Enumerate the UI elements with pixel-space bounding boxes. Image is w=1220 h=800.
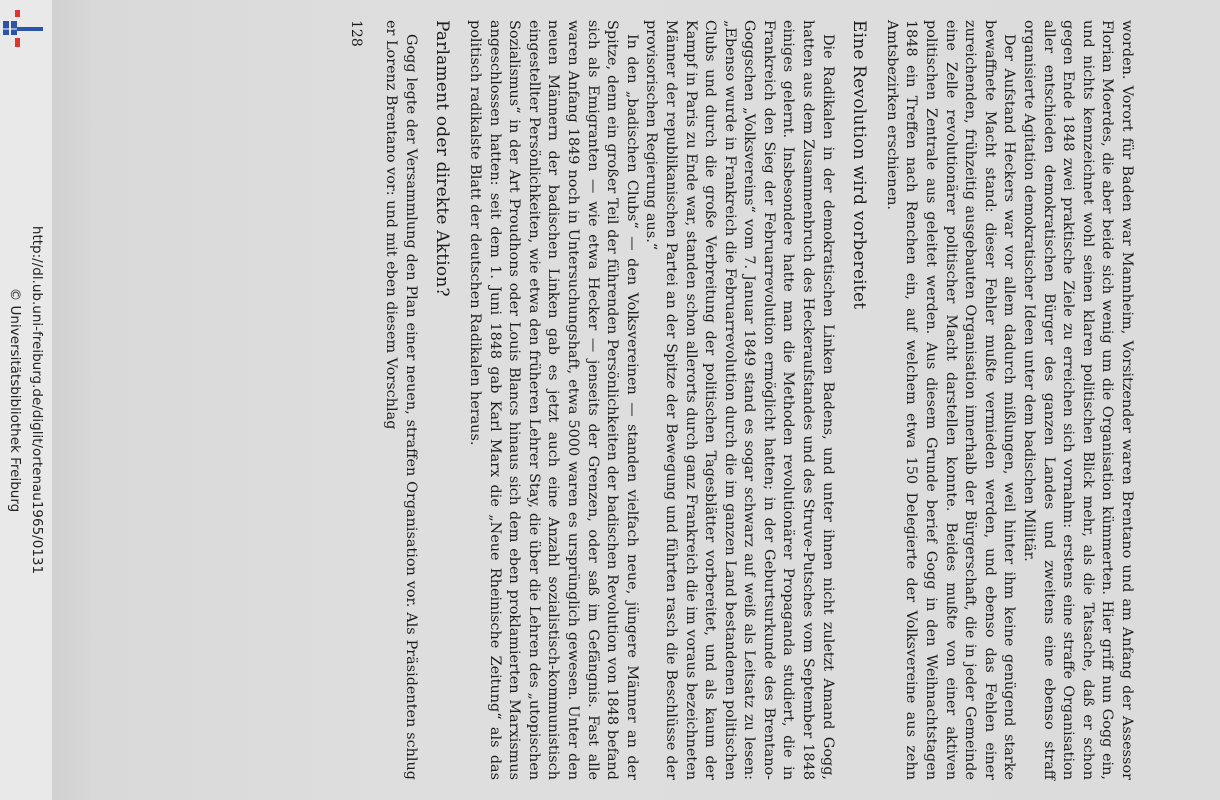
- paragraph: Der Aufstand Heckers war vor allem dadurch mißlungen, weil hinter ihm keine genügend starke bewaffnete Macht stand: dieser Fehler mußte vermieden werden, und ebenso das Fehlen einer zureichenden, frühzeitig ausgebauten Organisation innerhalb der Bürgerschaft, die in jeder Gemeinde eine Zelle revolutionärer politischer Macht darstellen konnte. Beides mußte von einer aktiven politischen Zentrale aus geleitet werden. Aus diesem Grunde berief Gogg in den Weihnachtstagen 1848 ein Treffen nach Renchen ein, auf welchem etwa 150 Delegierte der Volksvereine aus zehn Amtsbezirken erschienen.: [883, 20, 1018, 780]
- paragraph: In den „badischen Clubs“ — den Volksvereinen — standen vielfach neue, jüngere Männer an der Spitze, denn ein großer Teil der führenden Persönlichkeiten der badischen Revolution von 1848 befand sich als Emigranten — wie etwa Hecker — jenseits der Grenzen, oder saß im Gefängnis. Fast alle waren Anfang 1849 noch in Untersuchungshaft, etwa 5000 waren es ursprünglich gewesen. Unter den neuen Männern der badischen Linken gab es jetzt auch eine Anzahl sozialistisch-kommunistisch eingestellter Persönlichkeiten, wie etwa den früheren Lehrer Stay, die über die Lehren des „utopischen Sozialismus“ in der Art Proudhons oder Louis Blancs hinaus sich dem eben proklamierten Marxismus angeschlossen hatten: seit dem 1. Juni 1848 gab Karl Marx die „Neue Rheinische Zeitung“ als das politisch radikalste Blatt der deutschen Radikalen heraus.: [467, 20, 640, 780]
- page-number: 128: [347, 20, 364, 47]
- page-content: [136, 20, 1136, 780]
- ub-freiburg-logo-icon[interactable]: [3, 9, 43, 51]
- viewer-url[interactable]: http://dl.ub.uni-freiburg.de/diglit/ortenau1965/0131: [29, 225, 45, 575]
- paragraph: Gogg legte der Versammlung den Plan einer neuen, straffen Organisation vor. Als Präsidenten schlug er Lorenz Brentano vor: und mit eben diesem Vorschlag: [383, 20, 419, 780]
- paragraph: worden. Vorort für Baden war Mannheim, Vorsitzender waren Brentano und am Anfang der Assessor Florian Moerdes, die aber beide sich wenig um die Organisation kümmerten. Hier griff nun Gogg ein, und nichts kennzeichnet wohl seinen klaren politischen Blick mehr, als die Tatsache, daß er schon gegen Ende 1848 zwei praktische Ziele zu erreichen sich vornahm: erstens eine straffe Organisation aller entschieden demokratischen Bürger des ganzen Landes und zweitens eine ebenso straff organisierte Agitation demokratischer Ideen unter dem badischen Militär.: [1021, 20, 1135, 780]
- viewer-copyright: © Universitätsbibliothek Freiburg: [7, 287, 23, 513]
- section-heading: Eine Revolution wird vorbereitet: [849, 20, 870, 310]
- scanned-page: [52, 0, 1220, 800]
- section-heading: Parlament oder direkte Aktion?: [432, 20, 453, 297]
- paragraph: Die Radikalen in der demokratischen Linken Badens, und unter ihnen nicht zuletzt Amand Gogg, hatten aus dem Zusammenbruch des Heckeraufstandes und des Struve-Putsches vom September 1848 einiges gelernt. Insbesondere hatte man die Methoden revolutionärer Propaganda studiert, die in Frankreich den Sieg der Februarrevolution ermöglicht hatten; in der Geburtsurkunde des Brentano-Goggschen „Volksvereins“ vom 7. Januar 1849 stand es sogar schwarz auf weiß als Leitsatz zu lesen: „Ebenso wurde in Frankreich die Februarrevolution durch die im ganzen Land bestandenen politischen Clubs und durch die große Verbreitung der politischen Tagesblätter vorbereitet, und als kaum der Kampf in Paris zu Ende war, standen schon allerorts durch ganz Frankreich die im voraus bezeichneten Männer der republikanischen Partei an der Spitze der Bewegung und führten rasch die Beschlüsse der provisorischen Regierung aus.“: [643, 20, 836, 780]
- viewer-source-info: [4, 226, 48, 574]
- viewer-sidebar: [0, 0, 53, 800]
